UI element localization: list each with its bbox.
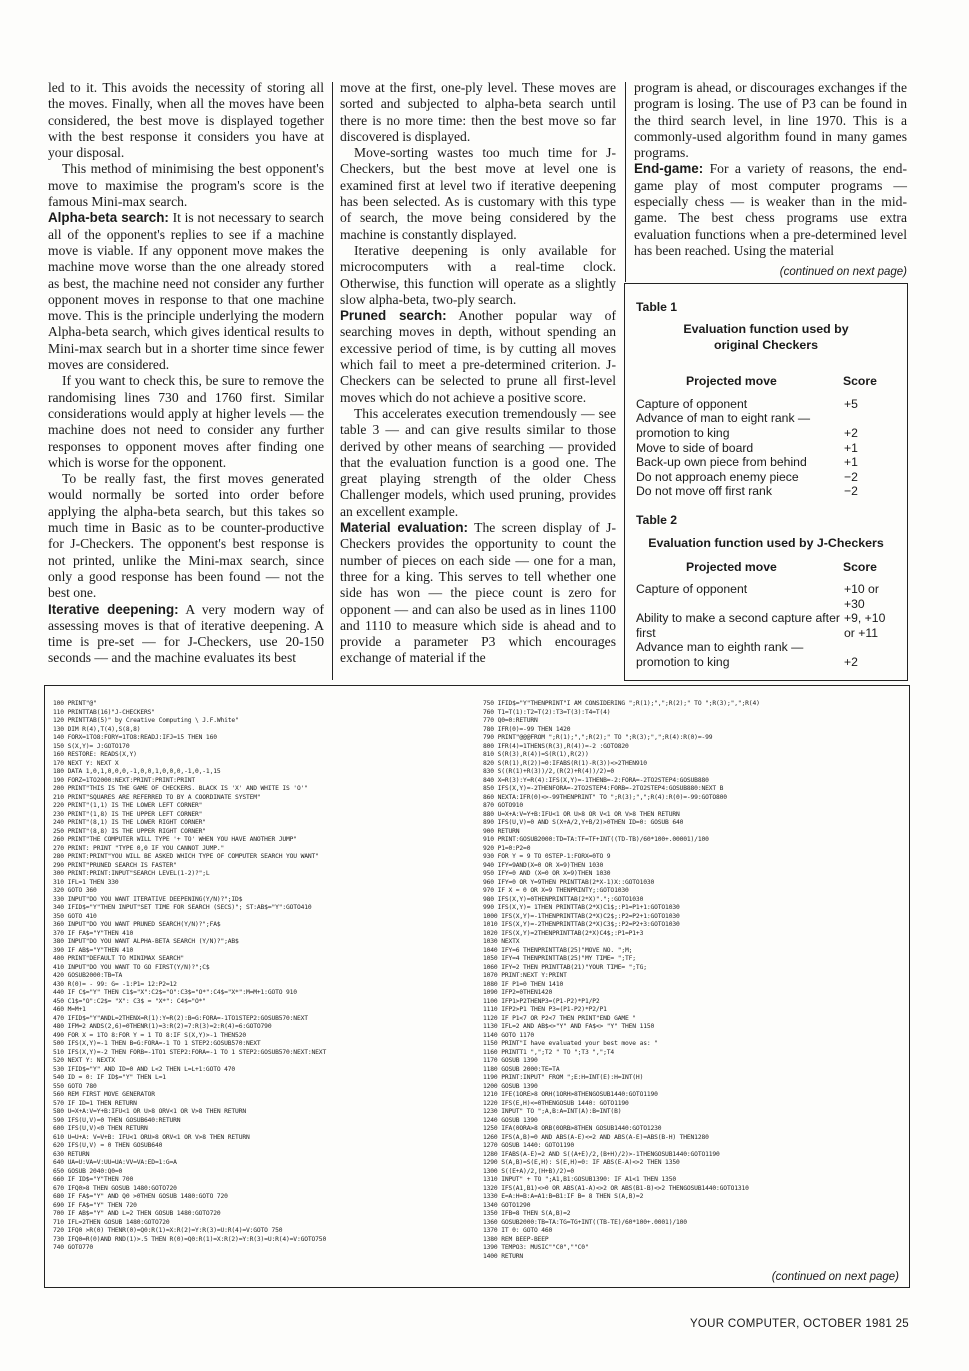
- table-1-row: Do not move off first rank −2: [636, 484, 858, 498]
- table-2-header-score: Score: [843, 560, 877, 574]
- table-1-row: Advance of man to eight rank — promotion to king +2: [636, 411, 858, 440]
- section-heading: Material evaluation:: [340, 520, 469, 536]
- section-heading: Iterative deepening:: [48, 601, 179, 617]
- table-1-row: Capture of opponent +5: [636, 397, 858, 411]
- program-listing: [44, 685, 910, 1288]
- paragraph: If you want to check this, be sure to remove the randomising lines 730 and 1760 first. Similar considerations would apply at higher levels — the machine does not need to consider any further responses to opponent moves after finding one which is worse for the opponent.: [48, 373, 324, 470]
- table-1-row: Move to side of board +1: [636, 441, 858, 455]
- listing-right-column: 750 IFID$="Y"THENPRINT"I AM CONSIDERING ";R(1);",";R(2);" TO ";R(3);",";R(4) 760 T1=T(1):T2=T(2):T3=T(3):T4=T(4) 770 Q0=0:RETURN 780 IFR(0)=-99 THEN 1420 790 PRINT"@@@FROM ";R(1);",";R(2);" TO ";R(3);",";R(4):R(0)=-99 800 IFR(4)=1THENS(R(3),R(4))=-2 :GOTO820 810 S(R(3),R(4))=S(R(1),R(2)) 820 S(R(1),R(2))=0:IFABS(R(1)-R(3))<>2THEN910 830 S((R(1)+R(3))/2,(R(2)+R(4))/2)=0 840 X=R(3):Y=R(4):IFS(X,Y)=-1THENB=-2:FORA=-2TO2STEP4:GOSUB880 850 IFS(X,Y)=-2THENFORA=-2TO2STEP4:FORB=-2TO2STEP4:GOSUB880:NEXT B 860 NEXTA:IFR(0)<>-99THENPRINT" TO ";R(3);",";R(4):R(0)=-99:GOTO800 870 GOTO910 880 U=X+A:V=Y+B:IFU<1 OR U>8 OR V<1 OR V>8 THEN RETURN 890 IFS(U,V)=0 AND S(X+A/2,Y+B/2)>0THEN ID=0: GOSUB 640 900 RETURN 910 PRINT:GOSUB2000:TD=TA:TF=TF+INT((TD-TB)/60*100+.00001)/100 920 P1=0:P2=0 930 FOR Y = 9 TO 0STEP-1:FORX=0TO 9 940 IFY=9AND(X=0 OR X=9)THEN 1030 950 IFY=0 AND (X=0 OR X=9)THEN 1030 960 IFY=0 OR Y=9THEN PRINTTAB(2*X-1)X::GOTO1030 970 IF X = 0 OR X=9 THENPRINTY;:GOTO1030 980 IFS(X,Y)=0THENPRINTTAB(2*X)".";:GOTO1030 990 IFS(X,Y)= 1THEN PRINTTAB(2*X)C1$;:P1=P1+1:GOTO1030 1000 IFS(X,Y)=-1THENPRINTTAB(2*X)C2$;:P2=P2+1:GOTO1030 1010 IFS(X,Y)=-2THENPRINTTAB(2*X)C3$;:P2=P2+3:GOTO1030 1020 IFS(X,Y)=2THENPRINTTAB(2*X)C4$;:P1=P1+3 1030 NEXTX 1040 IFY=6 THENPRINTTAB(25)"MOVE NO. ";M; 1050 IFY=4 THENPRINTTAB(25)"MY TIME= ";TF; 1060 IFY=2 THEN PRINTTAB(21)"YOUR TIME= ";TG; 1070 PRINT:NEXT Y:PRINT 1080 IF P1=0 THEN 1410 1090 IFP2=0THEN1420 1100 IFP1>P2THENP3=(P1-P2)*P1/P2 1110 IFP2>P1 THEN P3=(P1-P2)*P2/P1 1120 IF P1<7 OR P2<7 THEN PRINT"END GAME " 1130 IFL=2 AND AB$<>"Y" AND FA$<> "Y" THEN 1150 1140 GOTO 1170 1150 PRINT"I have evaluated your best move as: " 1160 PRINTT1 ",";T2 " TO ";T3 ",";T4 1170 GOSUB 1390 1180 GOSUB 2000:TE=TA 1190 PRINT:INPUT" FROM ";E:H=INT(E):H=INT(H) 1200 GOSUB 1390 1210 IFE(1ORE>8 ORH(1ORH>8THENGOSUB1440:GOTO1190 1220 IFS(E,H)<=0THENGOSUB 1440: GOTO1190 1230 INPUT" TO ";A,B:A=INT(A):B=INT(B) 1240 GOSUB 1390 1250 IFA(0ORA>8 ORB(0ORB>8THEN GOSUB1440:GOTO1230 1260 IFS(A,B)=0 AND ABS(A-E)<=2 AND ABS(A-E)=ABS(B-H) THEN1280 1270 GOSUB 1440: GOTO1190 1280 IFABS(A-E)=2 AND S((A+E)/2,(B+H)/2)>-1THENGOSUB1440:GOTO1190 1290 S(A,B)=S(E,H): S(E,H)=0: IF ABS(E-A)<>2 THEN 1350 1300 S((E+A)/2,(H+B)/2)=0 1310 INPUT" + TO ";A1,B1:GOSUB1390: IF A1<1 THEN 1350 1320 IFS(A1,B1)<>0 OR ABS(A1-A)<>2 OR ABS(B1-B)<>2 THENGOSUB1440:GOTO1310 1330 E=A:H=B:A=A1:B=B1:IF B= 8 THEN S(A,B)=2 1340 GOTO1290 1350 IFB=8 THEN S(A,B)=2 1360 GOSUB2000:TB=TA:TG=TG+INT((TB-TE)/60*100+.0001)/100 1370 IT 0: GOTO 460 1380 REM BEEP-BEEP 1390 TEMPO3: MUSIC""C0",""C0" 1400 RETURN: [483, 700, 760, 1260]
- table-1-row: Back-up own piece from behind +1: [636, 455, 858, 469]
- table-1-title: Evaluation function used by original Checkers: [683, 322, 849, 352]
- paragraph: program is ahead, or discourages exchanges if the program is losing. The use of P3 can be found in the third search level, in line 1970. This is a commonly-used algorithm found in many games programs.: [634, 80, 907, 161]
- article-column-1: [48, 80, 324, 667]
- table-1-header-move: Projected move: [686, 374, 777, 388]
- listing-continued-note: (continued on next page): [768, 1271, 899, 1283]
- paragraph: This method of minimising the best opponent's move to maximise the program's score is the famous Mini-max search.: [48, 161, 324, 210]
- paragraph: Pruned search: Another popular way of searching moves in depth, without spending an excessive period of time, is by cutting all moves which fail to meet a pre-determined criterion. J-Checkers can be selected to prune all first-level moves which do not achieve a positive score.: [340, 308, 616, 405]
- column-divider: [332, 82, 333, 680]
- section-heading: Pruned search:: [340, 308, 447, 324]
- paragraph: Iterative deepening: A very modern way of assessing moves is that of iterative deepening. A time is pre-set — for J-Checkers, use 20-150 seconds — and the machine evaluates its best: [48, 601, 324, 666]
- table-2-row: Ability to make a second capture after first +9, +10 or +11: [636, 611, 886, 640]
- table-2-row: Capture of opponent +10 or +30: [636, 582, 879, 611]
- table-2-label: Table 2: [636, 513, 678, 527]
- table-1-row: Do not approach enemy piece −2: [636, 470, 858, 484]
- paragraph: This accelerates execution tremendously — see table 3 — and can give results similar to those derived by other means of searching — provided that the evaluation function is a good one. The great playing strength of the older Chess Challenger models, which used pruning, provides an excellent example.: [340, 405, 616, 519]
- paragraph: End-game: For a variety of reasons, the end-game play of most computer programs — especially chess — is weaker than in the mid-game. The best chess programs use extra evaluation functions when a pre-determined level has been reached. Using the material: [634, 161, 907, 258]
- table-1-label: Table 1: [636, 300, 678, 314]
- paragraph: Alpha-beta search: It is not necessary to search all of the opponent's replies to see if a machine move is viable. If any opponent move makes the machine move worse than the one already stored as best, the machine need not consider any further opponent moves in response to that one machine move. This is the principle underlying the modern Alpha-beta search, which gives identical results to Mini-max search but in a shorter time since fewer moves are considered.: [48, 210, 324, 373]
- table-2-header-move: Projected move: [686, 560, 777, 574]
- table-1-header-score: Score: [843, 374, 877, 388]
- article-column-2: [340, 80, 616, 667]
- paragraph: Move-sorting wastes too much time for J-Checkers, but the best move at level one is examined first at level two if iterative deepening has been selected. As is customary with this type of search, the move being considered by the machine is constantly displayed.: [340, 145, 616, 242]
- paragraph: Material evaluation: The screen display of J-Checkers provides the opportunity to count the number of pieces on each side — one for a man, three for a king. This serves to tell whether one side has won — the piece count is zero for opponent — and can also be used as in lines 1100 and 1110 to measure which side is ahead and to provide a parameter P3 which encourages exchange of material if the: [340, 520, 616, 666]
- paragraph: Iterative deepening is only available for microcomputers with a real-time clock. Otherwise, this function will operate as a slightly slow alpha-beta, two-ply search.: [340, 242, 616, 307]
- section-heading: End-game:: [634, 161, 704, 177]
- paragraph: To be really fast, the first moves generated would normally be sorted into order before applying the alpha-beta search, but this takes so much time in Basic as to be counter-productive for J-Checkers. The opponent's best response is not printed, unlike the Mini-max search, since only a good response has been found — not the best one.: [48, 471, 324, 601]
- paragraph: led to it. This avoids the necessity of storing all the moves. Finally, when all the moves have been considered, the best move is displayed together with the best response it considers you have at your disposal.: [48, 80, 324, 161]
- article-column-3: [634, 80, 907, 281]
- table-2-row: Advance man to eighth rank — promotion to king +2: [636, 640, 858, 669]
- listing-left-column: 100 PRINT"@" 110 PRINTTAB(16)"J-CHECKERS" 120 PRINTTAB(5)" by Creative Computing \ J.F.White" 130 DIM R(4),T(4),S(8,8) 140 FORX=1TO8:FORY=1TO8:READJ:IFJ=15 THEN 160 150 S(X,Y)= J:GOTO170 160 RESTORE: READS(X,Y) 170 NEXT Y: NEXT X 180 DATA 1,0,1,0,0,0,-1,0,0,1,0,0,0,-1,0,-1,15 190 FORZ=1TO2000:NEXT:PRINT:PRINT:PRINT 200 PRINT"THIS IS THE GAME OF CHECKERS. BLACK IS 'X' AND WHITE IS 'O'" 210 PRINT"SQUARES ARE REFERRED TO BY A COORDINATE SYSTEM" 220 PRINT"(1,1) IS THE LOWER LEFT CORNER" 230 PRINT"(1,8) IS THE UPPER LEFT CORNER" 240 PRINT"(8,1) IS THE LOWER RIGHT CORNER" 250 PRINT"(8,8) IS THE UPPER RIGHT CORNER" 260 PRINT"THE COMPUTER WILL TYPE '+ TO' WHEN YOU HAVE ANOTHER JUMP" 270 PRINT: PRINT "TYPE 0,0 IF YOU CANNOT JUMP." 280 PRINT:PRINT"YOU WILL BE ASKED WHICH TYPE OF COMPUTER SEARCH YOU WANT" 290 PRINT"PRUNED SEARCH IS FASTER" 300 PRINT:PRINT:INPUT"SEARCH LEVEL(1-2)?";L 310 IFL=1 THEN 330 320 GOTO 360 330 INPUT"DO YOU WANT ITERATIVE DEEPENING(Y/N)?";ID$ 340 IFID$="Y"THEN INPUT"SET TIME FOR SEARCH (SECS)"; ST:AB$="Y":GOTO410 350 GOTO 410 360 INPUT"DO YOU WANT PRUNED SEARCH(Y/N)?";FA$ 370 IF FA$="Y"THEN 410 380 INPUT"DO YOU WANT ALPHA-BETA SEARCH (Y/N)?";AB$ 390 IF AB$="Y"THEN 410 400 PRINT"DEFAULT TO MINIMAX SEARCH" 410 INPUT"DO YOU WANT TO GO FIRST(Y/N)?";C$ 420 GOSUB2000:TB=TA 430 R(0)= - 99: G= -1:P1= 12:P2=12 440 IF C$="Y" THEN C1$="X":C2$="O":C3$="O*":C4$="X*":M=M+1:GOTO 910 450 C1$="O":C2$= "X": C3$ = "X*": C4$="O*" 460 M=M+1 470 IFID$="Y"ANDL=2THENX=R(1):Y=R(2):B=G:FORA=-1TO1STEP2:GOSUB570:NEXT 480 IFM=2 ANDS(2,6)=0THENR(1)=3:R(2)=7:R(3)=2:R(4)=6:GOTO790 490 FOR X = 1TO 8:FOR Y = 1 TO 8:IF S(X,Y)>-1 THEN520 500 IFS(X,Y)=-1 THEN B=G:FORA=-1 TO 1 STEP2:GOSUB570:NEXT 510 IFS(X,Y)=-2 THEN FORB=-1TO1 STEP2:FORA=-1 TO 1 STEP2:GOSUB570:NEXT:NEXT 520 NEXT Y: NEXTX 530 IFID$="Y" AND ID=0 AND L<2 THEN L=L+1:GOTO 470 540 ID = 0: IF ID$="Y" THEN L=1 550 GOTO 780 560 REM FIRST MOVE GENERATOR 570 IF ID=1 THEN RETURN 580 U=X+A:V=Y+B:IFU<1 OR U>8 ORV<1 OR V>8 THEN RETURN 590 IFS(U,V)=0 THEN GOSUB640:RETURN 600 IFS(U,V)<0 THEN RETURN 610 U=U+A: V=V+B: IFU<1 ORU>8 ORV<1 OR V>8 THEN RETURN 620 IFS(U,V) = 0 THEN GOSUB640 630 RETURN 640 UA=U:VA=V:UU=UA:VV=VA:ED=1:G=A 650 GOSUB 2040:Q0=0 660 IF ID$="Y"THEN 700 670 IFQ0>8 THEN GOSUB 1480:GOTO720 680 IF FA$="Y" AND Q0 >0THEN GOSUB 1480:GOTO 720 690 IF FA$="Y" THEN 720 700 IF AB$="Y" AND L=2 THEN GOSUB 1480:GOTO720 710 IFL=2THEN GOSUB 1480:GOTO720 720 IFQ0 >R(0) THENR(0)=Q0:R(1)=X:R(2)=Y:R(3)=U:R(4)=V:GOTO 750 730 IFQ0=R(0)AND RND(1)>.5 THEN R(0)=Q0:R(1)=X:R(2)=Y:R(3)=U:R(4)=V:GOTO750 740 GOTO770: [53, 700, 327, 1251]
- paragraph: move at the first, one-ply level. These moves are sorted and subjected to alpha-beta search until there is no more time: then the best move so far discovered is displayed.: [340, 80, 616, 144]
- continued-note: (continued on next page): [779, 266, 907, 279]
- table-2-title: Evaluation function used by J-Checkers: [648, 536, 884, 550]
- page-footer: YOUR COMPUTER, OCTOBER 1981 25: [689, 1318, 909, 1330]
- section-heading: Alpha-beta search:: [48, 210, 169, 226]
- tables-box: [624, 283, 908, 681]
- column-divider: [625, 82, 626, 282]
